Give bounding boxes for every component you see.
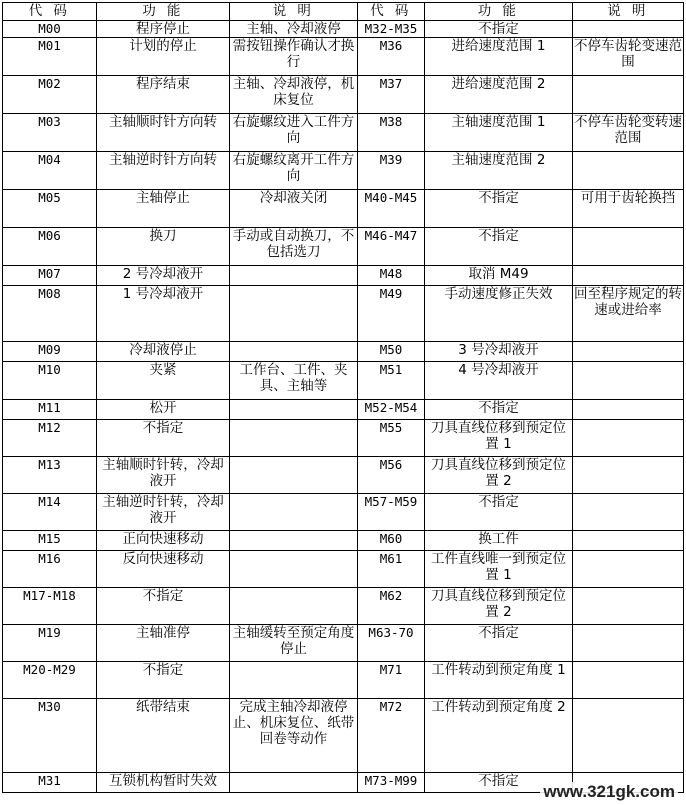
function-left-cell: 不指定 [97, 662, 230, 699]
function-right-cell: 刀具直线位移到预定位置 2 [425, 588, 573, 625]
function-left-cell: 2 号冷却液开 [97, 266, 230, 286]
code-right-cell: M49 [358, 286, 425, 342]
code-left-cell: M06 [3, 228, 97, 266]
function-right-cell: 不指定 [425, 228, 573, 266]
function-left-cell: 主轴停止 [97, 190, 230, 228]
function-left-cell: 纸带结束 [97, 699, 230, 773]
function-right-cell: 进给速度范围 1 [425, 38, 573, 76]
table-row [3, 114, 684, 152]
code-left-cell: M09 [3, 342, 97, 362]
function-right-cell: 主轴速度范围 2 [425, 152, 573, 190]
function-left-cell: 不指定 [97, 588, 230, 625]
code-left-cell: M01 [3, 38, 97, 76]
code-left-cell: M30 [3, 699, 97, 773]
note-left-cell [230, 342, 358, 362]
function-right-cell: 刀具直线位移到预定位置 2 [425, 457, 573, 494]
note-right-cell: 回至程序规定的转速或进给率 [573, 286, 684, 342]
note-right-cell [573, 662, 684, 699]
code-left-cell: M07 [3, 266, 97, 286]
table-row [3, 699, 684, 773]
function-right-cell: 主轴速度范围 1 [425, 114, 573, 152]
header-code-left: 代 码 [3, 3, 97, 21]
note-left-cell: 工作台、工件、夹具、主轴等 [230, 362, 358, 400]
function-right-cell: 换工件 [425, 531, 573, 551]
note-left-cell [230, 286, 358, 342]
code-right-cell: M55 [358, 420, 425, 457]
table-row [3, 551, 684, 588]
code-left-cell: M19 [3, 625, 97, 662]
note-left-cell [230, 588, 358, 625]
code-left-cell: M05 [3, 190, 97, 228]
function-right-cell: 工件直线唯一到预定位置 1 [425, 551, 573, 588]
code-right-cell: M73-M99 [358, 773, 425, 793]
note-right-cell: 不停车齿轮变转速范围 [573, 114, 684, 152]
table-row [3, 494, 684, 531]
header-code-right: 代 码 [358, 3, 425, 21]
note-right-cell [573, 588, 684, 625]
function-right-cell: 进给速度范围 2 [425, 76, 573, 114]
function-right-cell: 4 号冷却液开 [425, 362, 573, 400]
code-left-cell: M00 [3, 21, 97, 38]
code-left-cell: M15 [3, 531, 97, 551]
code-right-cell: M46-M47 [358, 228, 425, 266]
function-left-cell: 主轴顺时针方向转 [97, 114, 230, 152]
note-left-cell [230, 773, 358, 793]
note-right-cell [573, 76, 684, 114]
function-right-cell: 不指定 [425, 494, 573, 531]
code-right-cell: M60 [358, 531, 425, 551]
note-left-cell [230, 266, 358, 286]
function-right-cell: 取消 M49 [425, 266, 573, 286]
function-right-cell: 不指定 [425, 625, 573, 662]
note-left-cell [230, 551, 358, 588]
function-left-cell: 松开 [97, 400, 230, 420]
code-right-cell: M62 [358, 588, 425, 625]
note-left-cell: 主轴、冷却液停，机床复位 [230, 76, 358, 114]
header-function-right: 功 能 [425, 3, 573, 21]
code-left-cell: M13 [3, 457, 97, 494]
code-right-cell: M63-70 [358, 625, 425, 662]
function-left-cell: 正向快速移动 [97, 531, 230, 551]
note-right-cell: 不停车齿轮变速范围 [573, 38, 684, 76]
function-left-cell: 程序结束 [97, 76, 230, 114]
note-left-cell: 主轴、冷却液停 [230, 21, 358, 38]
function-left-cell: 主轴逆时针转，冷却液开 [97, 494, 230, 531]
function-right-cell: 不指定 [425, 190, 573, 228]
note-right-cell [573, 400, 684, 420]
note-right-cell [573, 342, 684, 362]
header-function-left: 功 能 [97, 3, 230, 21]
note-left-cell: 右旋螺纹离开工件方向 [230, 152, 358, 190]
site-watermark: www.321gk.com [540, 782, 678, 802]
note-right-cell [573, 699, 684, 773]
function-right-cell: 工件转动到预定角度 2 [425, 699, 573, 773]
table-row [3, 266, 684, 286]
m-code-table [2, 2, 684, 793]
code-right-cell: M61 [358, 551, 425, 588]
note-left-cell: 冷却液关闭 [230, 190, 358, 228]
function-right-cell: 工件转动到预定角度 1 [425, 662, 573, 699]
function-right-cell: 不指定 [425, 400, 573, 420]
header-note-right: 说 明 [573, 3, 684, 21]
function-right-cell: 手动速度修正失效 [425, 286, 573, 342]
table-row [3, 228, 684, 266]
note-left-cell [230, 420, 358, 457]
table-row [3, 342, 684, 362]
code-left-cell: M10 [3, 362, 97, 400]
note-right-cell: 可用于齿轮换挡 [573, 190, 684, 228]
note-left-cell [230, 494, 358, 531]
note-left-cell: 主轴缓转至预定角度停止 [230, 625, 358, 662]
note-left-cell: 完成主轴冷却液停止、机床复位、纸带回卷等动作 [230, 699, 358, 773]
table-row [3, 457, 684, 494]
note-left-cell [230, 400, 358, 420]
code-right-cell: M56 [358, 457, 425, 494]
code-left-cell: M12 [3, 420, 97, 457]
code-left-cell: M16 [3, 551, 97, 588]
function-left-cell: 主轴顺时针转，冷却液开 [97, 457, 230, 494]
code-left-cell: M08 [3, 286, 97, 342]
function-right-cell: 刀具直线位移到预定位置 1 [425, 420, 573, 457]
function-right-cell: 3 号冷却液开 [425, 342, 573, 362]
function-left-cell: 互锁机构暂时失效 [97, 773, 230, 793]
function-left-cell: 主轴准停 [97, 625, 230, 662]
note-right-cell [573, 457, 684, 494]
function-left-cell: 夹紧 [97, 362, 230, 400]
function-right-cell: 不指定 [425, 773, 573, 793]
code-left-cell: M02 [3, 76, 97, 114]
code-right-cell: M36 [358, 38, 425, 76]
function-left-cell: 反向快速移动 [97, 551, 230, 588]
header-row [3, 3, 684, 21]
table-row [3, 400, 684, 420]
note-right-cell [573, 531, 684, 551]
function-right-cell: 不指定 [425, 21, 573, 38]
table-row [3, 38, 684, 76]
header-note-left: 说 明 [230, 3, 358, 21]
note-right-cell [573, 266, 684, 286]
note-left-cell [230, 662, 358, 699]
code-right-cell: M32-M35 [358, 21, 425, 38]
function-left-cell: 程序停止 [97, 21, 230, 38]
table-row [3, 625, 684, 662]
function-left-cell: 计划的停止 [97, 38, 230, 76]
function-left-cell: 不指定 [97, 420, 230, 457]
table-row [3, 76, 684, 114]
code-right-cell: M51 [358, 362, 425, 400]
code-right-cell: M40-M45 [358, 190, 425, 228]
code-right-cell: M57-M59 [358, 494, 425, 531]
code-right-cell: M39 [358, 152, 425, 190]
note-right-cell [573, 551, 684, 588]
table-row [3, 21, 684, 38]
code-left-cell: M11 [3, 400, 97, 420]
note-right-cell [573, 21, 684, 38]
table-row [3, 531, 684, 551]
code-right-cell: M48 [358, 266, 425, 286]
code-right-cell: M37 [358, 76, 425, 114]
function-left-cell: 主轴逆时针方向转 [97, 152, 230, 190]
code-left-cell: M14 [3, 494, 97, 531]
code-left-cell: M04 [3, 152, 97, 190]
note-left-cell [230, 457, 358, 494]
code-left-cell: M20-M29 [3, 662, 97, 699]
code-left-cell: M03 [3, 114, 97, 152]
code-right-cell: M52-M54 [358, 400, 425, 420]
table-row [3, 190, 684, 228]
table-row [3, 420, 684, 457]
note-right-cell [573, 228, 684, 266]
code-right-cell: M72 [358, 699, 425, 773]
code-left-cell: M17-M18 [3, 588, 97, 625]
code-right-cell: M38 [358, 114, 425, 152]
note-left-cell: 需按钮操作确认才换行 [230, 38, 358, 76]
note-left-cell: 手动或自动换刀，不包括选刀 [230, 228, 358, 266]
table-row [3, 362, 684, 400]
note-right-cell [573, 152, 684, 190]
table-row [3, 662, 684, 699]
table-row [3, 152, 684, 190]
code-left-cell: M31 [3, 773, 97, 793]
note-left-cell: 右旋螺纹进入工件方向 [230, 114, 358, 152]
note-right-cell [573, 494, 684, 531]
function-left-cell: 冷却液停止 [97, 342, 230, 362]
table-row [3, 588, 684, 625]
note-right-cell [573, 362, 684, 400]
note-right-cell [573, 625, 684, 662]
table-row [3, 286, 684, 342]
note-right-cell [573, 420, 684, 457]
code-right-cell: M71 [358, 662, 425, 699]
note-left-cell [230, 531, 358, 551]
code-right-cell: M50 [358, 342, 425, 362]
function-left-cell: 换刀 [97, 228, 230, 266]
function-left-cell: 1 号冷却液开 [97, 286, 230, 342]
